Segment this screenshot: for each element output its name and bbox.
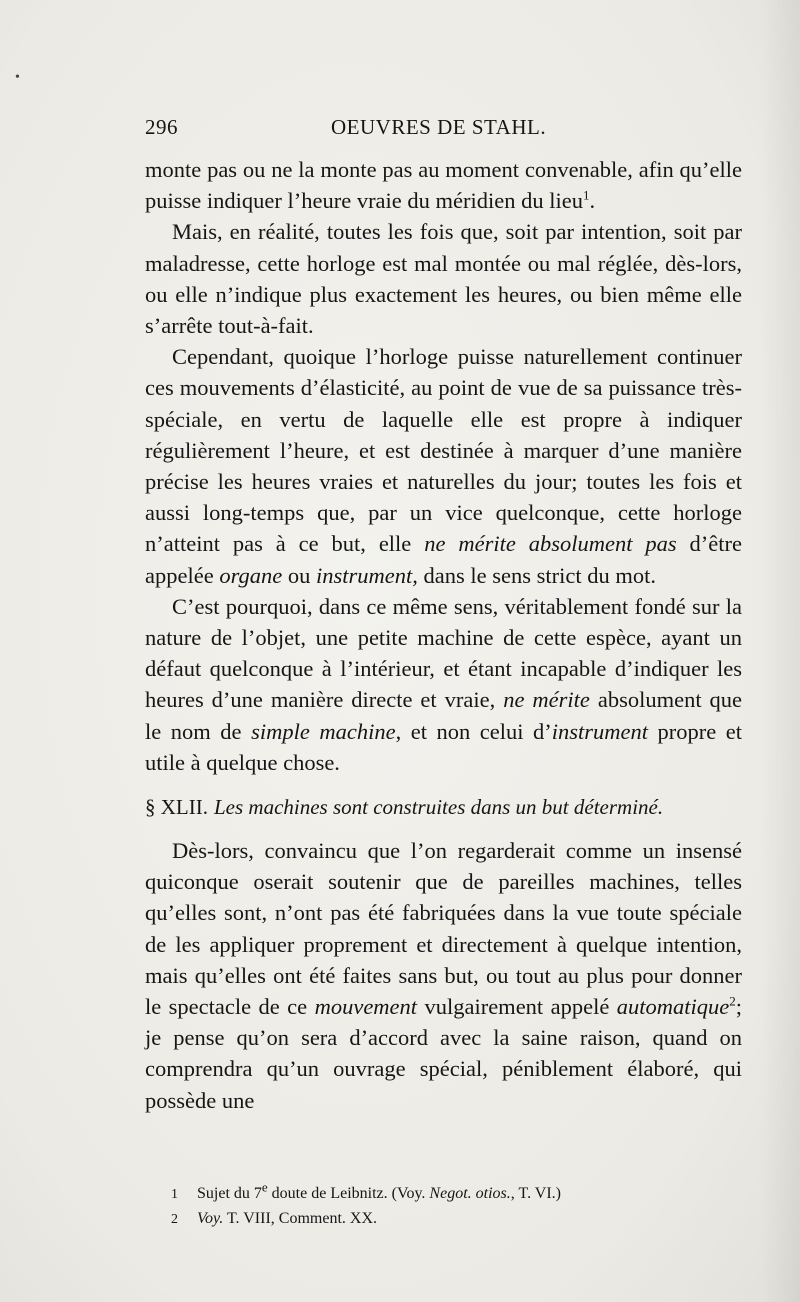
- footnote-1-text-b: doute de Leibnitz. (Voy.: [271, 1185, 426, 1202]
- p3-text-a: Cependant, quoique l’horloge puisse naturellement continuer ces mouvements d’élasticité, au point de vue de sa puissance très-spéciale, en vertu de laquelle elle est propre à indiquer régulièrement l’heure, et est destinée à marquer d’une manière précise les heures vraies et naturelles du jour; toutes les fois et aussi long-temps que, par un vice quelconque, cette horloge n’atteint pas à ce but, elle: [145, 344, 742, 557]
- footnote-ref-1[interactable]: 1: [583, 187, 590, 203]
- footnote-1-sup: e: [261, 1179, 268, 1195]
- footnote-1-emphasis: Negot. otios.: [429, 1185, 511, 1202]
- p5-emphasis-b: automatique: [616, 994, 730, 1020]
- footnote-2: [145, 1207, 745, 1232]
- footnote-2-text: T. VIII, Comment. XX.: [226, 1210, 377, 1227]
- section-title: Les machines sont construites dans un but déterminé.: [213, 795, 664, 820]
- p4-text-d: propre et utile à quelque chose.: [145, 718, 743, 775]
- paragraph-4: [145, 591, 742, 778]
- p5-text-a: Dès-lors, convaincu que l’on regarderait comme un insensé quiconque oserait soutenir que de pareilles machines, telles qu’elles sont, n’ont pas été fabriquées dans la vue toute spéciale de les appliquer proprement et directement à quelque intention, mais qu’elles ont été faites sans but, ou tout au plus pour donner le spectacle de ce: [145, 838, 742, 1020]
- p1-text: monte pas ou ne la monte pas au moment convenable, afin qu’elle puisse indiquer l’heure vraie du méridien du lieu: [145, 157, 742, 214]
- p4-text-a: C’est pourquoi, dans ce même sens, véritablement fondé sur la nature de l’objet, une petite machine de cette espèce, ayant un défaut quelconque à l’intérieur, et étant incapable d’indiquer les heures d’une manière directe et vraie,: [145, 593, 742, 713]
- footnotes: [145, 1179, 745, 1232]
- stray-ink-mark: •: [15, 70, 20, 85]
- footnote-1-text-a: Sujet du 7: [197, 1185, 262, 1202]
- p1-end: .: [589, 188, 596, 214]
- p3-emphasis-b: organe: [219, 562, 283, 588]
- p5-text-c: ; je pense qu’on sera d’accord avec la saine raison, quand on comprendra qu’un ouvrage spécial, péniblement élaboré, qui possède une: [145, 994, 742, 1113]
- p4-emphasis-a: ne mérite: [503, 687, 590, 713]
- footnote-1-text-c: , T. VI.): [510, 1185, 561, 1202]
- paragraph-2: Mais, en réalité, toutes les fois que, soit par intention, soit par maladresse, cette horloge est mal montée ou mal réglée, dès-lors, ou elle n’indique plus exactement les heures, ou bien même elle s’arrête tout-à-fait.: [145, 219, 742, 339]
- p4-text-c: , et non celui d’: [395, 718, 552, 744]
- p3-text-b: d’être appelée: [145, 531, 743, 588]
- p4-emphasis-b: simple machine: [251, 718, 396, 744]
- footnote-1-mark: 1: [171, 1187, 178, 1202]
- paragraph-3: [145, 341, 742, 591]
- page-edge-shadow: [760, 0, 800, 1302]
- section-number: § XLII.: [145, 795, 208, 820]
- footnote-1: [145, 1179, 745, 1207]
- p3-text-c: ou: [287, 562, 311, 588]
- page-number: 296: [145, 115, 178, 139]
- section-heading: [145, 793, 742, 821]
- footnote-ref-2[interactable]: 2: [729, 993, 736, 1009]
- footnote-2-emphasis: Voy.: [197, 1210, 224, 1227]
- p3-emphasis-c: instrument,: [316, 562, 418, 588]
- p5-text-b: vulgairement appelé: [424, 994, 610, 1020]
- p5-emphasis-a: mouvement: [314, 994, 418, 1020]
- paragraph-1: [145, 154, 742, 216]
- footnote-2-mark: 2: [171, 1212, 178, 1227]
- p3-text-d: dans le sens strict du mot.: [423, 562, 656, 588]
- body-text: [145, 154, 742, 1116]
- p3-emphasis-a: ne mérite absolument pas: [424, 531, 677, 557]
- paragraph-5: [145, 835, 742, 1116]
- p4-emphasis-c: instrument: [551, 718, 648, 744]
- p4-text-b: absolument que le nom de: [145, 687, 743, 744]
- running-head: OEUVRES DE STAHL.: [331, 115, 547, 139]
